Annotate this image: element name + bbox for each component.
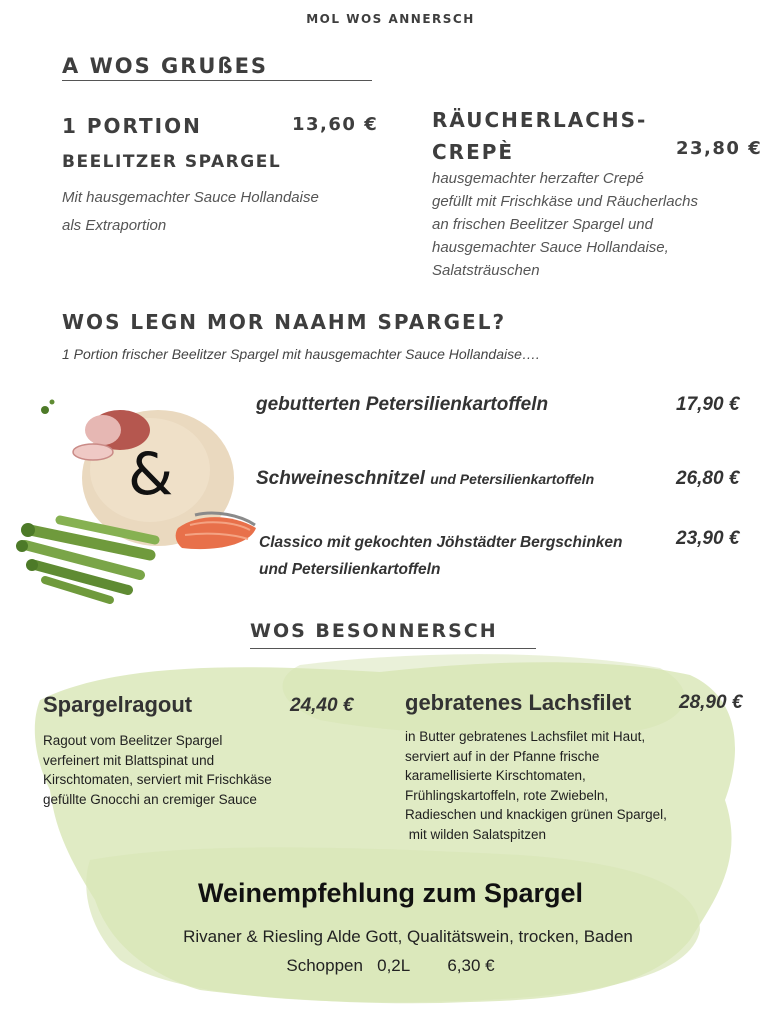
section-subtitle: 1 Portion frischer Beelitzer Spargel mit hausgemachter Sauce Hollandaise….: [62, 346, 540, 362]
menu-header: MOL WOS ANNERSCH: [306, 12, 475, 26]
wine-description: Rivaner & Riesling Alde Gott, Qualitätswein, trocken, Baden: [183, 927, 633, 946]
dish-price: 23,90 €: [676, 528, 740, 549]
item-title: [432, 104, 647, 168]
section-divider: [62, 80, 372, 81]
special-title: gebratenes Lachsfilet: [405, 690, 632, 715]
special-title: Spargelragout: [43, 692, 193, 717]
description-line: verfeinert mit Blattspinat und: [43, 752, 215, 768]
item-price: 13,60 €: [292, 114, 379, 135]
description-line: hausgemachter Sauce Hollandaise,: [432, 239, 669, 256]
dish-extra: und Petersilienkartoffeln: [430, 471, 595, 487]
wine-title: Weinempfehlung zum Spargel: [197, 878, 584, 908]
section-divider: [250, 648, 536, 649]
special-price: 24,40 €: [290, 695, 354, 716]
ampersand-symbol: &: [128, 440, 174, 508]
wine-price-line: Schoppen 0,2L 6,30 €: [286, 956, 495, 975]
title-line: RÄUCHERLACHS-: [432, 108, 648, 132]
item-description: [432, 167, 752, 282]
special-description: [405, 727, 735, 844]
special-description: [43, 731, 343, 809]
description-line: gefüllte Gnocchi an cremiger Sauce: [43, 791, 257, 807]
description-line: hausgemachter herzafter Crepé: [432, 170, 644, 187]
dish-name: [259, 529, 679, 583]
description-line: Kirschtomaten, serviert mit Frischkäse: [43, 772, 272, 787]
description-line: gefüllt mit Frischkäse und Räucherlachs: [432, 193, 698, 210]
section-heading-legn: WOS LEGN MOR NAAHM SPARGEL?: [62, 310, 507, 334]
dish-line: Classico mit gekochten Jöhstädter Bergschinken: [259, 534, 623, 551]
special-price: 28,90 €: [679, 692, 743, 713]
description-line: mit wilden Salatspitzen: [405, 826, 547, 842]
item-description: [62, 184, 382, 240]
section-heading-gruss: A WOS GRUßES: [62, 54, 269, 78]
description-line: karamellisierte Kirschtomaten,: [405, 768, 586, 783]
dish-line: und Petersilienkartoffeln: [259, 561, 441, 578]
dish-name: gebutterten Petersilienkartoffeln: [256, 394, 549, 415]
description-line: als Extraportion: [62, 217, 167, 234]
dish-main: Schweineschnitzel: [256, 468, 425, 489]
dish-price: 26,80 €: [676, 468, 740, 489]
item-title: 1 PORTION: [62, 114, 202, 138]
dish-name: [256, 468, 594, 490]
description-line: in Butter gebratenes Lachsfilet mit Haut,: [405, 729, 646, 744]
description-line: Ragout vom Beelitzer Spargel: [43, 733, 223, 748]
item-subtitle: BEELITZER SPARGEL: [62, 152, 282, 172]
asparagus-illustration: [16, 520, 155, 600]
item-price: 23,80 €: [676, 138, 763, 159]
description-line: serviert auf in der Pfanne frische: [405, 748, 600, 764]
description-line: Radieschen und knackigen grünen Spargel,: [405, 807, 667, 822]
section-heading-besonnersch: WOS BESONNERSCH: [250, 620, 498, 642]
description-line: Frühlingskartoffeln, rote Zwiebeln,: [405, 787, 609, 803]
description-line: Mit hausgemachter Sauce Hollandaise: [62, 189, 319, 206]
dish-price: 17,90 €: [676, 394, 740, 415]
description-line: Salatsträuschen: [432, 262, 540, 279]
title-line: CREPÈ: [432, 140, 515, 164]
description-line: an frischen Beelitzer Spargel und: [432, 216, 653, 233]
